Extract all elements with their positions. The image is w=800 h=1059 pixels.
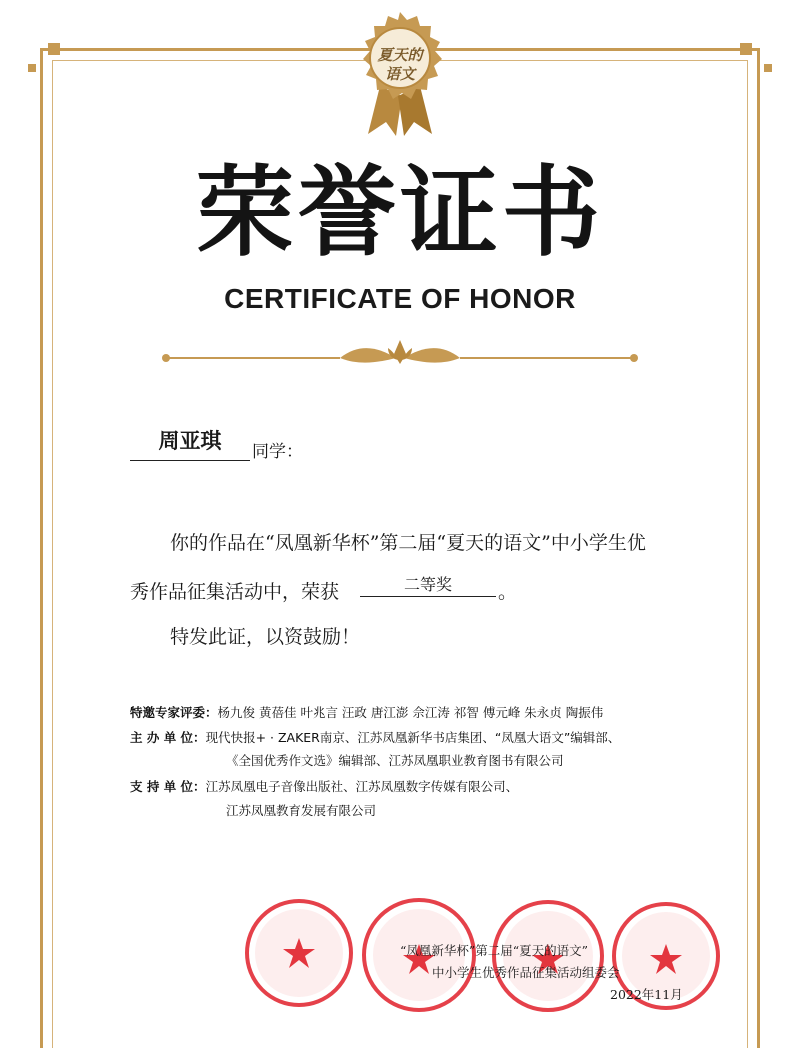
certificate-title: 荣誉证书 <box>195 156 604 270</box>
support-label: 支 持 单 位： <box>130 779 206 794</box>
corner-ornament <box>48 43 60 55</box>
recipient-name: 周亚琪 <box>158 429 222 453</box>
support-list: 江苏凤凰电子音像出版社、江苏凤凰数字传媒有限公司、 <box>205 779 519 794</box>
corner-ornament <box>740 43 752 55</box>
award-underline <box>360 596 496 597</box>
badge-label: 夏天的 <box>377 46 423 64</box>
judges-list: 杨九俊 黄蓓佳 叶兆言 汪政 唐江澎 佘江涛 祁智 傅元峰 朱永贞 陶振伟 <box>217 705 604 720</box>
issuer-line-2: 中小学生优秀作品征集活动组委会 <box>432 965 620 980</box>
credits-judges <box>130 704 603 722</box>
credits-support <box>130 778 518 796</box>
body-line-2: 秀作品征集活动中，荣获 <box>130 581 340 603</box>
name-underline <box>130 460 250 461</box>
divider-ornament-icon <box>160 334 640 374</box>
award-level: 二等奖 <box>403 575 452 594</box>
judges-label: 特邀专家评委： <box>130 705 218 720</box>
seal-xiandai-kuaibao-icon <box>244 898 354 1008</box>
body-line-2-end: 。 <box>498 581 518 603</box>
body-line-1: 你的作品在“凤凰新华杯”第二届“夏天的语文”中小学生优 <box>170 532 646 554</box>
credits-hosts <box>130 729 620 747</box>
support-list-cont: 江苏凤凰教育发展有限公司 <box>226 803 377 818</box>
recipient-suffix: 同学： <box>252 442 303 462</box>
certificate-subtitle: CERTIFICATE OF HONOR <box>224 283 576 314</box>
corner-ornament <box>28 64 36 72</box>
body-line-3: 特发此证，以资鼓励！ <box>170 626 361 648</box>
issue-date: 2022年11月 <box>610 987 683 1002</box>
issuer-line-1: “凤凰新华杯”第二届“夏天的语文” <box>400 943 589 958</box>
corner-ornament <box>764 64 772 72</box>
award-badge <box>350 8 450 138</box>
badge-label: 语文 <box>384 65 415 83</box>
hosts-list: 现代快报+ · ZAKER南京、江苏凤凰新华书店集团、“凤凰大语文”编辑部、 <box>205 730 621 745</box>
hosts-label: 主 办 单 位： <box>130 730 206 745</box>
hosts-list-cont: 《全国优秀作文选》编辑部、江苏凤凰职业教育图书有限公司 <box>226 753 564 768</box>
